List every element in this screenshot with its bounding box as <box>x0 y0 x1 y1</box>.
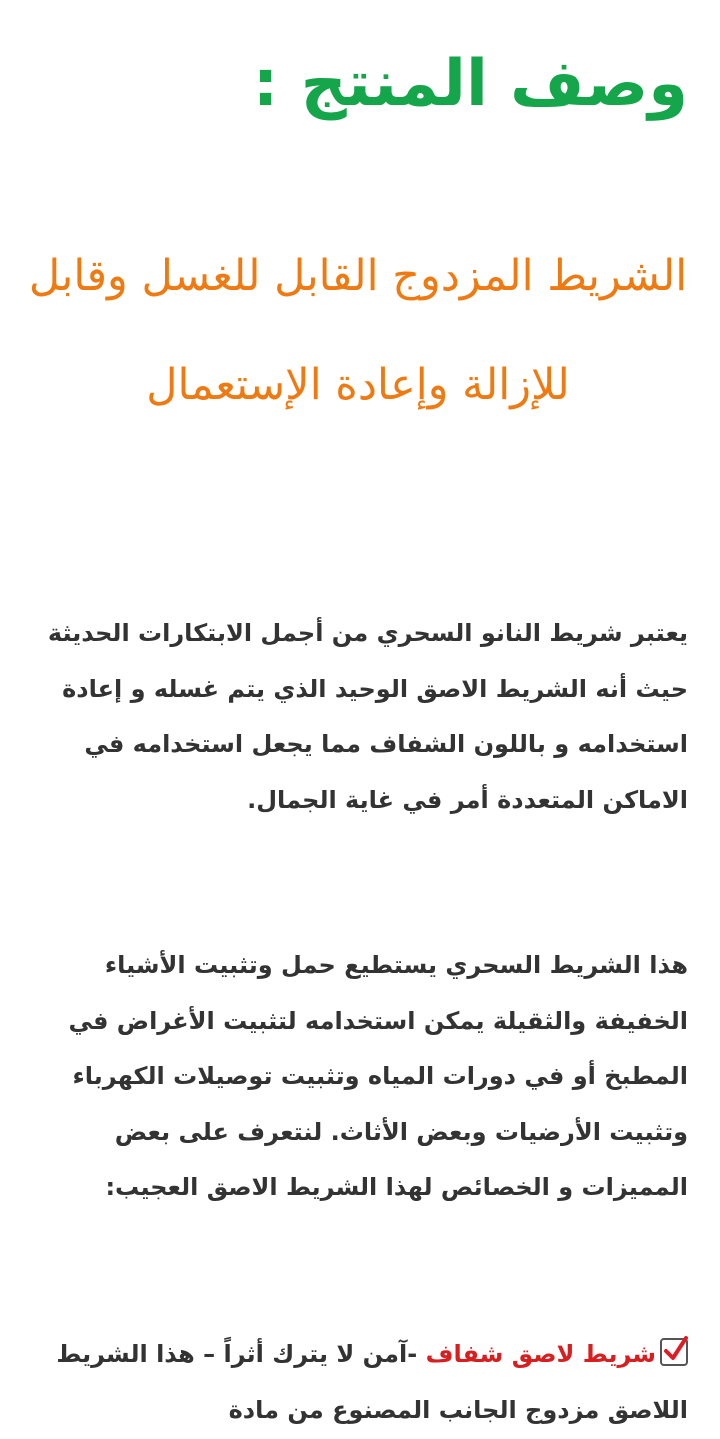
feature-text: -آمن لا يترك أثراً – هذا الشريط اللاصق مزدوج الجانب المصنوع من مادة <box>56 1340 688 1424</box>
product-title: الشريط المزدوج القابل للغسل وقابل للإزالة وإعادة الإستعمال <box>28 251 688 410</box>
feature-item <box>34 1327 688 1438</box>
usage-paragraph: هذا الشريط السحري يستطيع حمل وتثبيت الأشياء الخفيفة والثقيلة يمكن استخدامه لتثبيت الأغراض في المطبخ أو في دورات المياه وتثبيت توصيلات الكهرباء وتثبيت الأرضيات وبعض الأثاث. لنتعرف على بعض المميزات و الخصائص لهذا الشريط الاصق العجيب: <box>68 951 688 1201</box>
intro-paragraph: يعتبر شريط النانو السحري من أجمل الابتكارات الحديثة حيث أنه الشريط الاصق الوحيد الذي يتم غسله و إعادة استخدامه و باللون الشفاف مما يجعل استخدامه في الاماكن المتعددة أمر في غاية الجمال. <box>47 619 688 814</box>
feature-highlight: شريط لاصق شفاف <box>425 1340 656 1368</box>
section-heading: وصف المنتج : <box>252 47 688 121</box>
check-mark-box-icon <box>660 1338 688 1366</box>
